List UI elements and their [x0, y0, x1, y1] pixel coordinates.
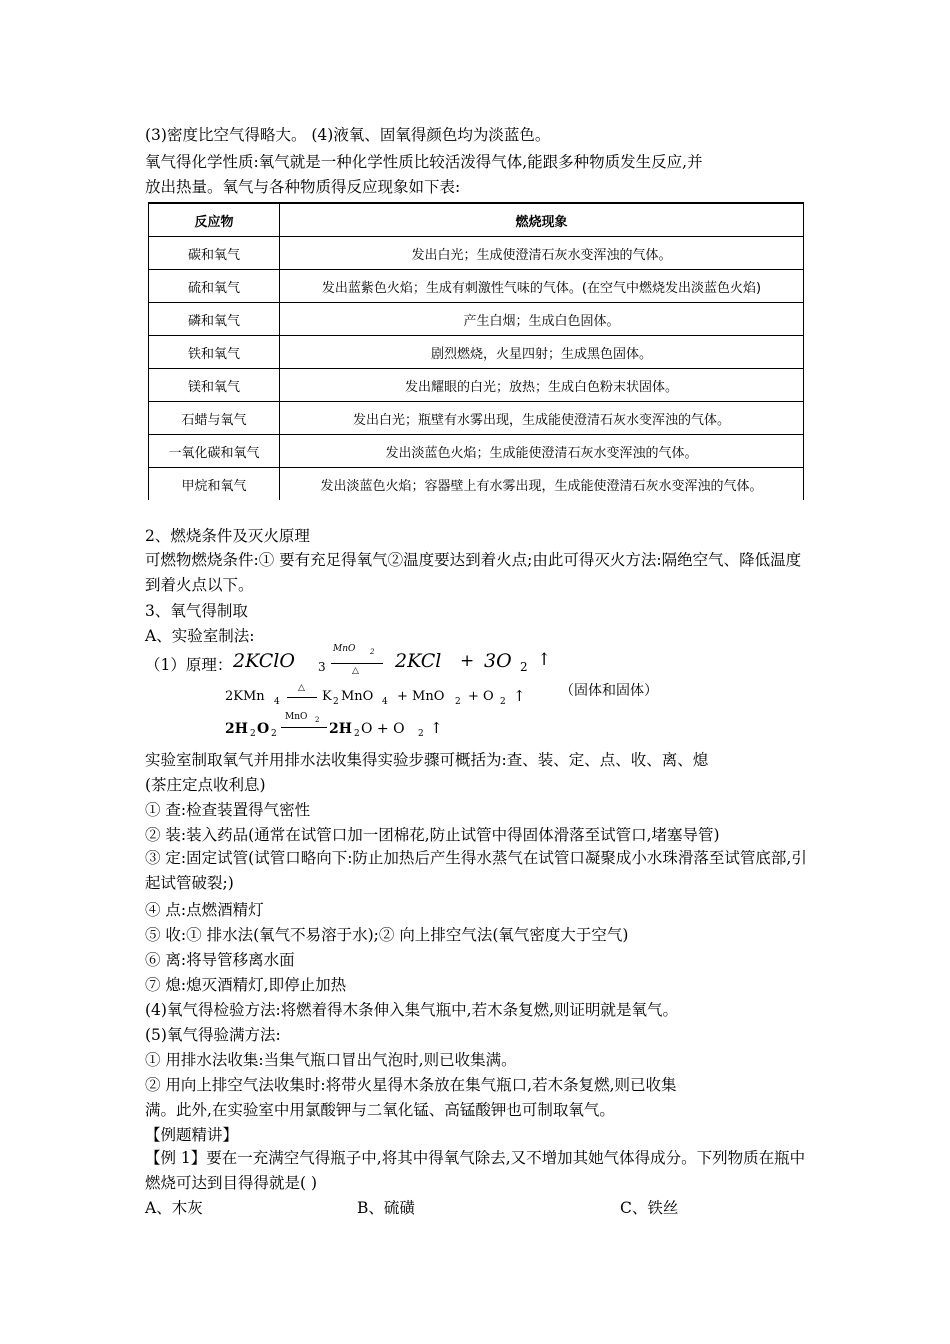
- eq1-product-2-sub: 2: [520, 660, 528, 674]
- eq1-product-2: 3O: [484, 650, 512, 672]
- eq2-gas-arrow: ↑: [513, 687, 526, 705]
- eq3-gas-arrow: ↑: [430, 719, 443, 737]
- eq2-product-3: + O: [468, 689, 494, 704]
- eq1-reaction-arrow: [331, 663, 383, 664]
- section3-sub-a: A、实验室制法:: [145, 627, 255, 645]
- section3-title: 3、氧气得制取: [145, 602, 248, 620]
- option-c: C、铁丝: [620, 1199, 679, 1217]
- eq2-product-1b-sub: 4: [382, 697, 388, 707]
- check-method: (4)氧气得检验方法:将燃着得木条伸入集气瓶中,若木条复燃,则证明就是氧气。: [145, 1001, 679, 1019]
- reactant-cell: 一氧化碳和氧气: [149, 435, 280, 468]
- eq2-product-2: + MnO: [397, 689, 445, 704]
- section2-title: 2、燃烧条件及灭火原理: [145, 527, 310, 545]
- intro-line-3: 放出热量。氧气与各种物质得反应现象如下表:: [145, 178, 461, 196]
- full-method-2b: 满。此外,在实验室中用氯酸钾与二氧化锰、高锰酸钾也可制取氧气。: [145, 1101, 615, 1119]
- full-method-1: ① 用排水法收集:当集气瓶口冒出气泡时,则已收集满。: [145, 1051, 517, 1069]
- table-header-reactant: 反应物: [149, 203, 280, 237]
- eq3-catalyst-sub: 2: [315, 716, 320, 724]
- reaction-table: [148, 202, 804, 500]
- eq3-reaction-arrow: [281, 727, 327, 728]
- phenomenon-cell: 发出淡蓝色火焰；生成能使澄清石灰水变浑浊的气体。: [280, 435, 804, 468]
- full-method-2a: ② 用向上排空气法收集时:将带火星得木条放在集气瓶口,若木条复燃,则已收集: [145, 1076, 677, 1094]
- option-b: B、硫磺: [357, 1199, 415, 1217]
- reactant-cell: 硫和氧气: [149, 270, 280, 303]
- mnemonic: (茶庄定点收利息): [145, 776, 266, 794]
- eq3-reactant-b-sub: 2: [271, 729, 277, 739]
- eq2-reactant: 2KMn: [225, 689, 265, 704]
- eq2-reaction-arrow: [287, 697, 317, 698]
- intro-line-1: (3)密度比空气得略大。 (4)液氧、固氧得颜色均为淡蓝色。: [145, 126, 551, 144]
- eq1-catalyst-sub: 2: [370, 648, 375, 656]
- eq1-catalyst: MnO: [333, 644, 356, 654]
- eq1-gas-arrow: ↑: [537, 650, 552, 670]
- eq2-reactant-sub: 4: [274, 697, 280, 707]
- reactant-cell: 碳和氧气: [149, 237, 280, 270]
- eq1-heat: △: [352, 666, 359, 676]
- phenomenon-cell: 发出蓝紫色火焰；生成有刺激性气味的气体。(在空气中燃烧发出淡蓝色火焰): [280, 270, 804, 303]
- eq3-product-1b-sub: 2: [418, 729, 424, 739]
- step-6: ⑥ 离:将导管移离水面: [145, 951, 295, 969]
- eq3-product-1-sub: 2: [354, 729, 360, 739]
- reactant-cell: 磷和氧气: [149, 303, 280, 336]
- phenomenon-cell: 剧烈燃烧，火星四射；生成黑色固体。: [280, 336, 804, 369]
- reactant-cell: 铁和氧气: [149, 336, 280, 369]
- example-question-1: 【例 1】要在一充满空气得瓶子中,将其中得氧气除去,又不增加其她气体得成分。下列物质在瓶中燃烧可达到目得得就是( ): [145, 1149, 806, 1192]
- solid-note: （固体和固体）: [560, 683, 658, 699]
- table-row: [149, 270, 804, 303]
- table-row: [149, 369, 804, 402]
- eq2-product-1b: MnO: [341, 689, 374, 704]
- eq3-reactant-sub: 2: [250, 729, 256, 739]
- eq3-reactant: 2H: [225, 721, 248, 737]
- table-row: [149, 402, 804, 435]
- step-2: ② 装:装入药品(通常在试管口加一团棉花,防止试管中得固体滑落至试管口,堵塞导管): [145, 826, 720, 844]
- option-a: A、木灰: [145, 1199, 203, 1217]
- table-header-phenomenon: 燃烧现象: [280, 203, 804, 237]
- step-5: ⑤ 收:① 排水法(氧气不易溶于水);② 向上排空气法(氧气密度大于空气): [145, 926, 629, 944]
- reactant-cell: 石蜡与氧气: [149, 402, 280, 435]
- eq2-heat: △: [298, 683, 305, 693]
- example-heading: 【例题精讲】: [145, 1126, 239, 1144]
- eq1-plus: +: [460, 651, 475, 671]
- step-1: ① 查:检查装置得气密性: [145, 801, 311, 819]
- phenomenon-cell: 发出白光；生成使澄清石灰水变浑浊的气体。: [280, 237, 804, 270]
- steps-intro: 实验室制取氧气并用排水法收集得实验步骤可概括为:查、装、定、点、收、离、熄: [145, 751, 709, 769]
- phenomenon-cell: 产生白烟；生成白色固体。: [280, 303, 804, 336]
- eq2-product-3-sub: 2: [500, 697, 506, 707]
- table-row: [149, 468, 804, 501]
- eq1-product-1: 2KCl: [395, 650, 442, 672]
- step-4: ④ 点:点燃酒精灯: [145, 901, 264, 919]
- eq1-reactant: 2KClO: [233, 650, 295, 672]
- table-header-row: [149, 203, 804, 237]
- reactant-cell: 镁和氧气: [149, 369, 280, 402]
- table-row: [149, 336, 804, 369]
- principle-label: （1）原理：: [145, 656, 233, 674]
- phenomenon-cell: 发出耀眼的白光；放热；生成白色粉末状固体。: [280, 369, 804, 402]
- eq2-product-2-sub: 2: [455, 697, 461, 707]
- eq1-reactant-sub: 3: [318, 660, 326, 674]
- eq2-product-1: K: [322, 689, 332, 704]
- section2-body: 可燃物燃烧条件:① 要有充足得氧气②温度要达到着火点;由此可得灭火方法:隔绝空气、降低温度到着火点以下。: [145, 551, 802, 594]
- eq3-reactant-b: O: [257, 721, 270, 737]
- table-row: [149, 303, 804, 336]
- step-7: ⑦ 熄:熄灭酒精灯,即停止加热: [145, 976, 347, 994]
- eq3-catalyst: MnO: [285, 712, 308, 722]
- intro-line-2: 氧气得化学性质:氧气就是一种化学性质比较活泼得气体,能跟多种物质发生反应,并: [145, 153, 703, 171]
- phenomenon-cell: 发出白光；瓶壁有水雾出现，生成能使澄清石灰水变浑浊的气体。: [280, 402, 804, 435]
- eq2-product-1-sub: 2: [333, 697, 339, 707]
- full-method-title: (5)氧气得验满方法:: [145, 1026, 281, 1044]
- table-row: [149, 237, 804, 270]
- phenomenon-cell: 发出淡蓝色火焰；容器壁上有水雾出现，生成能使澄清石灰水变浑浊的气体。: [280, 468, 804, 501]
- step-3: ③ 定:固定试管(试管口略向下:防止加热后产生得水蒸气在试管口凝聚成小水珠滑落至试管底部,引起试管破裂;): [145, 849, 807, 892]
- eq3-product-1b: O + O: [361, 721, 405, 737]
- table-row: [149, 435, 804, 468]
- eq3-product-1: 2H: [329, 721, 352, 737]
- reactant-cell: 甲烷和氧气: [149, 468, 280, 501]
